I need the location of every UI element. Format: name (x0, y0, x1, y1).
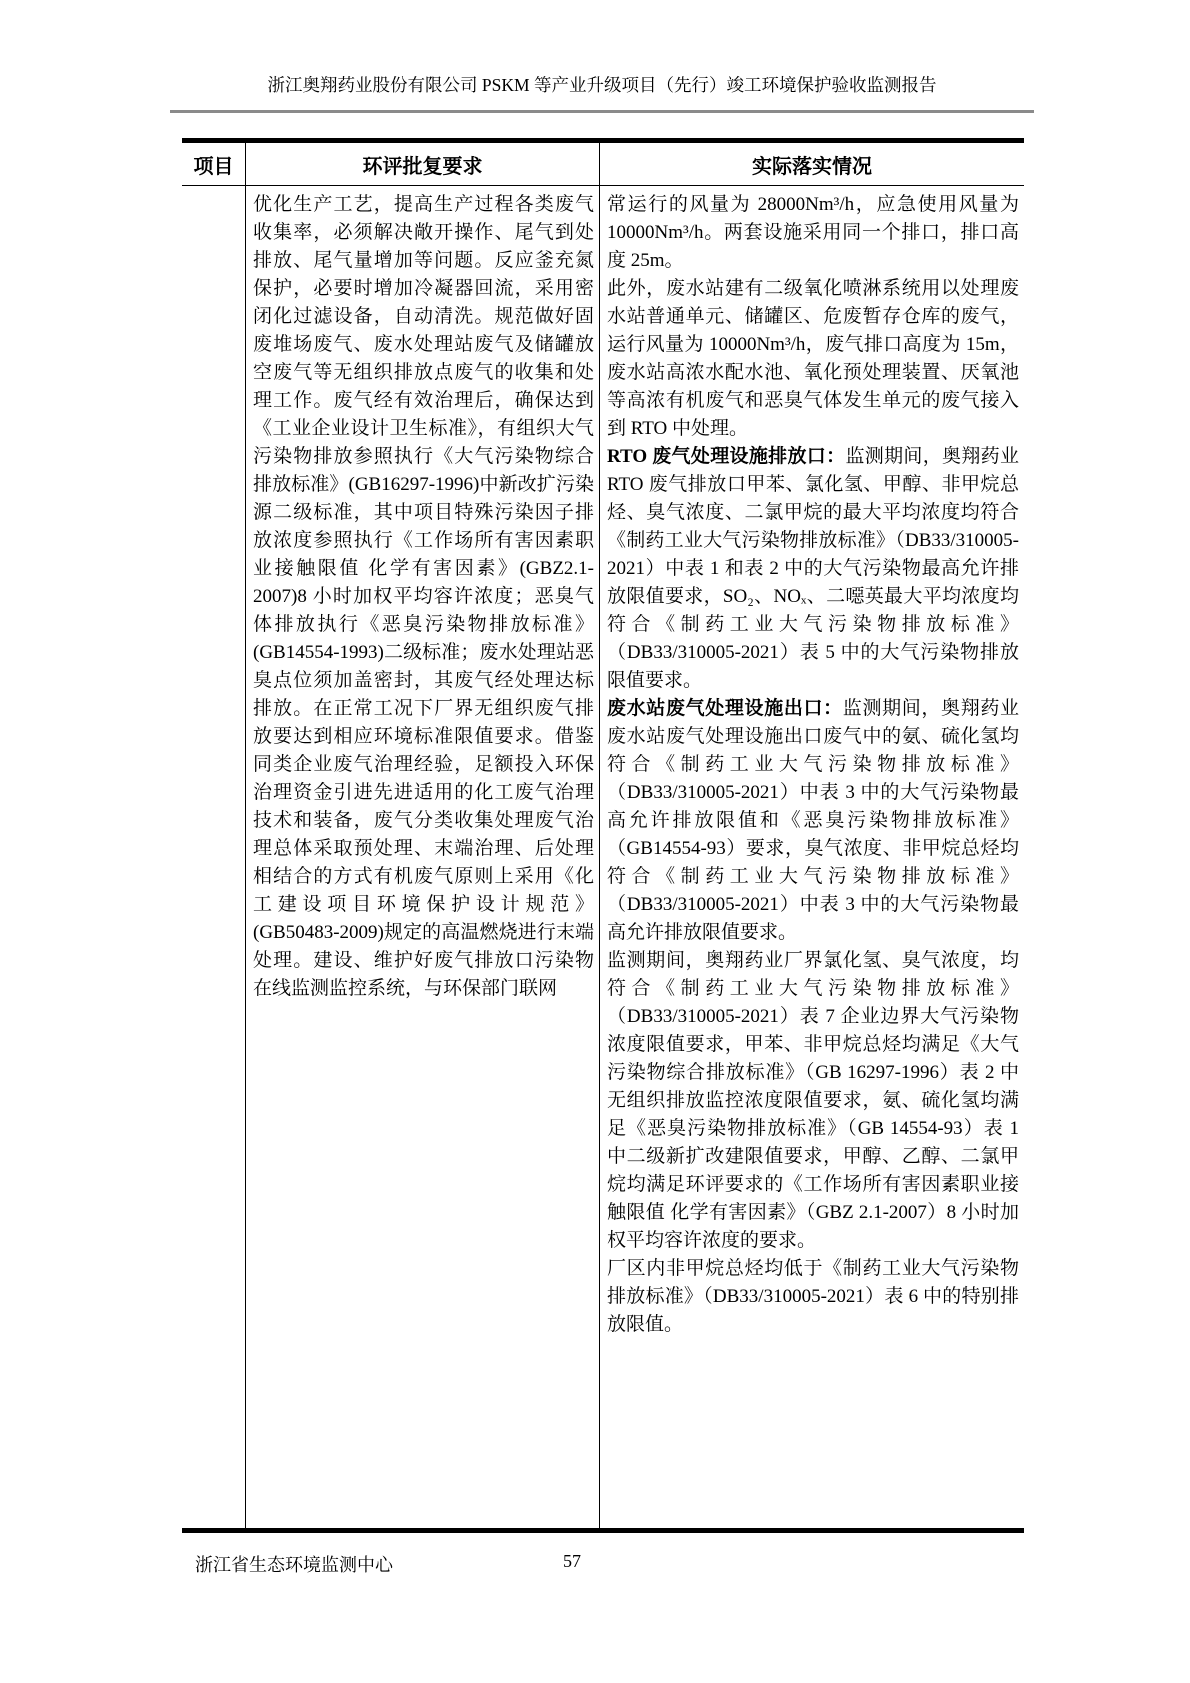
footer-page-number: 57 (563, 1551, 581, 1571)
table-header-row (182, 143, 1024, 186)
implementation-paragraph-6: 厂区内非甲烷总烃均低于《制药工业大气污染物排放标准》（DB33/310005-2021）表 6 中的特别排放限值。 (607, 1258, 1019, 1335)
requirements-table (182, 138, 1024, 1533)
implementation-paragraph-3 (607, 443, 1019, 695)
eia-requirements-text: 优化生产工艺，提高生产过程各类废气收集率，必须解决敞开操作、尾气到处排放、尾气量增加等问题。反应釜充氮保护，必要时增加冷凝器回流，采用密闭化过滤设备，自动清洗。规范做好固废堆场废气、废水处理站废气及储罐放空废气等无组织排放点废气的收集和处理工作。废气经有效治理后，确保达到《工业企业设计卫生标准》，有组织大气污染物排放参照执行《大气污染物综合排放标准》(GB16297-1996)中新改扩污染源二级标准，其中项目特殊污染因子排放浓度参照执行《工作场所有害因素职业接触限值 化学有害因素》(GBZ2.1-2007)8 小时加权平均容许浓度；恶臭气体排放执行《恶臭污染物排放标准》 (GB14554-1993)二级标准；废水处理站恶臭点位须加盖密封，其废气经处理达标排放。在正常工况下厂界无组织废气排放要达到相应环境标准限值要求。借鉴同类企业废气治理经验，足额投入环保治理资金引进先进适用的化工废气治理技术和装备，废气分类收集处理废气治理总体采取预处理、末端治理、后处理相结合的方式有机废气原则上采用《化工建设项目环境保护设计规范》(GB50483-2009)规定的高温燃烧进行末端处理。建设、维护好废气排放口污染物在线监测监控系统，与环保部门联网 (253, 194, 594, 999)
project-cell (182, 186, 246, 1528)
implementation-paragraph-4 (607, 695, 1019, 947)
rto-outlet-text: 监测期间，奥翔药业 RTO 废气排放口甲苯、氯化氢、甲醇、非甲烷总烃、臭气浓度、二氯甲烷的最大平均浓度均符合《制药工业大气污染物排放标准》（DB33/310005-2021）中表 1 和表 2 中的大气污染物最高允许排放限值要求，SO₂、NOₓ、二噁英最大平均浓度均符合《制药工业大气污染物排放标准》（DB33/310005-2021）表 5 中的大气污染物排放限值要求。 (607, 446, 1019, 691)
implementation-paragraph-1: 常运行的风量为 28000Nm³/h，应急使用风量为 10000Nm³/h。两套设施采用同一个排口，排口高度 25m。 (607, 194, 1019, 271)
wastewater-outlet-text: 监测期间，奥翔药业废水站废气处理设施出口废气中的氨、硫化氢均符合《制药工业大气污染物排放标准》（DB33/310005-2021）中表 3 中的大气污染物最高允许排放限值和《恶臭污染物排放标准》（GB14554-93）要求，臭气浓度、非甲烷总烃均符合《制药工业大气污染物排放标准》（DB33/310005-2021）中表 3 中的大气污染物最高允许排放限值要求。 (607, 698, 1019, 943)
table-body-row (182, 186, 1024, 1528)
implementation-paragraph-2: 此外，废水站建有二级氧化喷淋系统用以处理废水站普通单元、储罐区、危废暂存仓库的废气，运行风量为 10000Nm³/h，废气排口高度为 15m，废水站高浓水配水池、氧化预处理装置、厌氧池等高浓有机废气和恶臭气体发生单元的废气接入到 RTO 中处理。 (607, 278, 1019, 439)
column-header-eia-requirements: 环评批复要求 (246, 143, 600, 185)
column-header-implementation: 实际落实情况 (752, 155, 872, 178)
eia-requirements-cell (246, 186, 600, 1528)
footer-organization: 浙江省生态环境监测中心 (195, 1555, 393, 1575)
implementation-paragraph-5: 监测期间，奥翔药业厂界氯化氢、臭气浓度，均符合《制药工业大气污染物排放标准》（DB33/310005-2021）表 7 企业边界大气污染物浓度限值要求，甲苯、非甲烷总烃均满足《大气污染物综合排放标准》（GB 16297-1996）表 2 中无组织排放监控浓度限值要求，氨、硫化氢均满足《恶臭污染物排放标准》（GB 14554-93）表 1 中二级新扩改建限值要求，甲醇、乙醇、二氯甲烷均满足环评要求的《工作场所有害因素职业接触限值 化学有害因素》（GBZ 2.1-2007）8 小时加权平均容许浓度的要求。 (607, 950, 1019, 1251)
header-divider-rule (170, 110, 1034, 113)
implementation-cell (600, 186, 1024, 1528)
wastewater-outlet-lead-label: 废水站废气处理设施出口： (607, 698, 843, 719)
rto-outlet-lead-label: RTO 废气处理设施排放口： (607, 446, 846, 467)
page-header-title: 浙江奥翔药业股份有限公司 PSKM 等产业升级项目（先行）竣工环境保护验收监测报告 (267, 75, 937, 95)
column-header-project: 项目 (182, 143, 246, 185)
